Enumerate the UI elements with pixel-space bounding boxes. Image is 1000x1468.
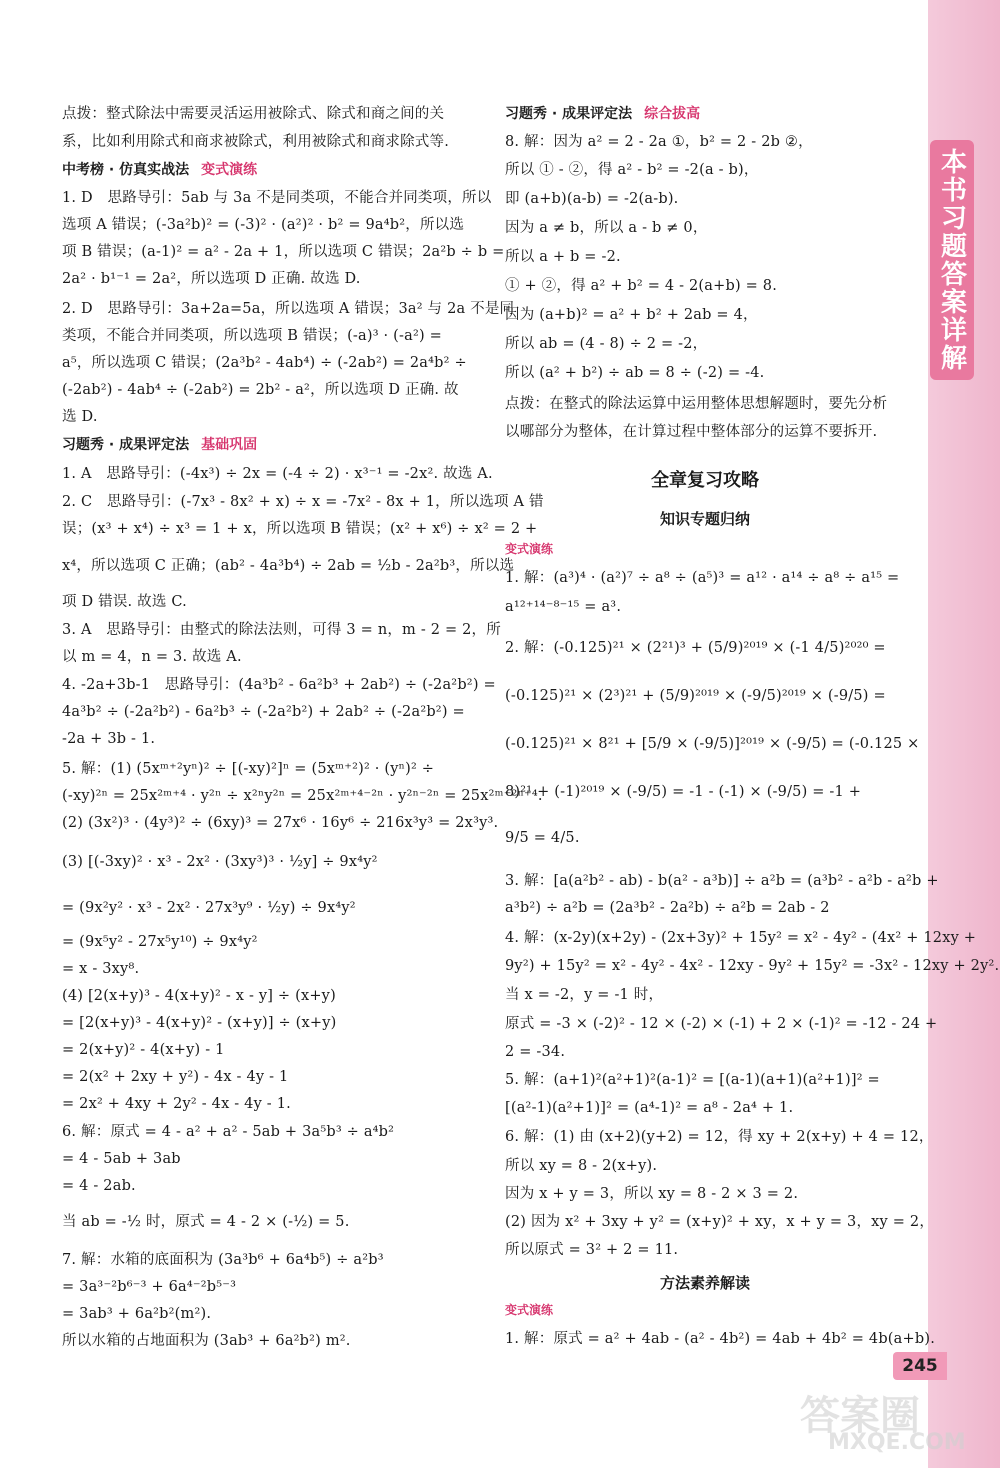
answer-line: a¹²⁺¹⁴⁻⁸⁻¹⁵ = a³. bbox=[505, 599, 622, 615]
subsection-title: 知识专题归纳 bbox=[659, 510, 750, 528]
answer-line: 所以原式 = 3² + 2 = 11. bbox=[505, 1242, 679, 1258]
answer-line: 5. 解：(1) (5xᵐ⁺²yⁿ)² ÷ [(-xy)²]ⁿ = (5xᵐ⁺²)² · (yⁿ)² ÷ bbox=[62, 761, 435, 777]
answer-line: 9/5 = 4/5. bbox=[505, 830, 580, 846]
answer-line: 即 (a+b)(a-b) = -2(a-b). bbox=[505, 191, 679, 207]
answer-line: 1. 解：原式 = a² + 4ab - (a² - 4b²) = 4ab + 4b² = 4b(a+b). bbox=[505, 1331, 935, 1347]
answer-line: -2a + 3b - 1. bbox=[62, 731, 156, 747]
answer-line: 2 = -34. bbox=[505, 1044, 566, 1060]
section-heading bbox=[62, 160, 257, 180]
answer-line: 4a³b² ÷ (-2a²b²) - 6a²b³ ÷ (-2a²b²) + 2ab² ÷ (-2a²b²) = bbox=[62, 704, 465, 720]
watermark-url: MXQE.COM bbox=[828, 1430, 966, 1455]
answer-line: = 3a³⁻²b⁶⁻³ + 6a⁴⁻²b⁵⁻³ bbox=[62, 1279, 237, 1295]
answer-line: 当 ab = -½ 时，原式 = 4 - 2 × (-½) = 5. bbox=[62, 1214, 350, 1230]
answer-line: 5. 解：(a+1)²(a²+1)²(a-1)² = [(a-1)(a+1)(a²+1)]² = bbox=[505, 1072, 880, 1088]
section-tag: 变式演练 bbox=[201, 162, 258, 178]
answer-line: 8)²¹ + (-1)²⁰¹⁹ × (-9/5) = -1 - (-1) × (-9/5) = -1 + bbox=[505, 784, 862, 800]
answer-line: = (9x⁵y² - 27x⁵y¹⁰) ÷ 9x⁴y² bbox=[62, 934, 258, 950]
section-title: 习题秀 · 成果评定法 bbox=[505, 106, 633, 122]
section-title: 中考榜 · 仿真实战法 bbox=[62, 162, 190, 178]
answer-line: (2) (3x²)³ · (4y³)² ÷ (6xy)³ = 27x⁶ · 16y⁶ ÷ 216x³y³ = 2x³y³. bbox=[62, 815, 499, 831]
answer-line: ① + ②，得 a² + b² = 4 - 2(a+b) = 8. bbox=[505, 278, 778, 294]
answer-line: = 4 - 2ab. bbox=[62, 1178, 136, 1194]
answer-line: 因为 (a+b)² = a² + b² + 2ab = 4， bbox=[505, 307, 758, 323]
answer-line: 9y²) + 15y² = x² - 4y² - 4x² - 12xy - 9y² + 15y² = -3x² - 12xy + 2y². bbox=[505, 958, 1000, 974]
tip-line: 系，比如利用除式和商求被除式，利用被除式和商求除式等. bbox=[62, 134, 450, 150]
answer-line: = (9x²y² · x³ - 2x² · 27x³y⁹ · ½y) ÷ 9x⁴y² bbox=[62, 900, 356, 916]
answer-line: 误；(x³ + x⁴) ÷ x³ = 1 + x，所以选项 B 错误；(x² + x⁶) ÷ x² = 2 + bbox=[62, 521, 538, 537]
answer-line: 以 m = 4，n = 3. 故选 A. bbox=[62, 649, 242, 665]
answer-line: 原式 = -3 × (-2)² - 12 × (-2) × (-1) + 2 × (-1)² = -12 - 24 + bbox=[505, 1016, 938, 1032]
answer-line: 选 D. bbox=[62, 409, 98, 425]
answer-line: x⁴，所以选项 C 正确；(ab² - 4a³b⁴) ÷ 2ab = ½b - 2a²b³，所以选 bbox=[62, 558, 515, 574]
answer-line: (-2ab²) - 4ab⁴ ÷ (-2ab²) = 2b² - a²，所以选项 D 正确. 故 bbox=[62, 382, 459, 398]
answer-line: 项 B 错误；(a-1)² = a² - 2a + 1，所以选项 C 错误；2a²b ÷ b = bbox=[62, 244, 505, 260]
practice-label: 变式演练 bbox=[505, 542, 554, 556]
answer-line: 4. -2a+3b-1 思路导引：(4a³b² - 6a²b³ + 2ab²) ÷ (-2a²b²) = bbox=[62, 677, 496, 693]
side-chapter-tab bbox=[930, 140, 974, 380]
answer-line: 2. D 思路导引：3a+2a=5a，所以选项 A 错误；3a² 与 2a 不是同 bbox=[62, 301, 515, 317]
section-heading bbox=[62, 435, 257, 455]
section-tag: 基础巩固 bbox=[201, 437, 258, 453]
section-heading bbox=[505, 104, 700, 124]
answer-line: 6. 解：(1) 由 (x+2)(y+2) = 12，得 xy + 2(x+y) + 4 = 12， bbox=[505, 1129, 934, 1145]
answer-line: 3. 解：[a(a²b² - ab) - b(a² - a³b)] ÷ a²b = (a³b² - a²b - a²b + bbox=[505, 873, 939, 889]
answer-line: (3) [(-3xy)² · x³ - 2x² · (3xy³)³ · ½y] ÷ 9x⁴y² bbox=[62, 854, 378, 870]
answer-line: 4. 解：(x-2y)(x+2y) - (2x+3y)² + 15y² = x² - 4y² - (4x² + 12xy + bbox=[505, 930, 977, 946]
answer-line: 所以 (a² + b²) ÷ ab = 8 ÷ (-2) = -4. bbox=[505, 365, 765, 381]
answer-line: a³b²) ÷ a²b = (2a³b² - 2a²b) ÷ a²b = 2ab - 2 bbox=[505, 900, 830, 916]
answer-line: = 2x² + 4xy + 2y² - 4x - 4y - 1. bbox=[62, 1096, 291, 1112]
answer-line: 2a² · b¹⁻¹ = 2a²，所以选项 D 正确. 故选 D. bbox=[62, 271, 361, 287]
answer-line: 2. C 思路导引：(-7x³ - 8x² + x) ÷ x = -7x² - 8x + 1，所以选项 A 错 bbox=[62, 494, 544, 510]
side-tab-label: 本书习题答案详解 bbox=[936, 148, 967, 372]
section-title: 习题秀 · 成果评定法 bbox=[62, 437, 190, 453]
answer-line: (4) [2(x+y)³ - 4(x+y)² - x - y] ÷ (x+y) bbox=[62, 988, 336, 1004]
answer-line: [(a²-1)(a²+1)]² = (a⁴-1)² = a⁸ - 2a⁴ + 1. bbox=[505, 1100, 794, 1116]
answer-line: = 3ab³ + 6a²b²(m²). bbox=[62, 1306, 212, 1322]
answer-line: = 2(x+y)² - 4(x+y) - 1 bbox=[62, 1042, 225, 1058]
answer-line: 所以 a + b = -2. bbox=[505, 249, 621, 265]
answer-line: 当 x = -2，y = -1 时， bbox=[505, 987, 664, 1003]
answer-line: 因为 a ≠ b，所以 a - b ≠ 0， bbox=[505, 220, 708, 236]
answer-line: 所以 xy = 8 - 2(x+y). bbox=[505, 1158, 658, 1174]
answer-line: (-0.125)²¹ × (2³)²¹ + (5/9)²⁰¹⁹ × (-9/5)²⁰¹⁹ × (-9/5) = bbox=[505, 688, 886, 704]
answer-line: 因为 x + y = 3，所以 xy = 8 - 2 × 3 = 2. bbox=[505, 1186, 799, 1202]
practice-label: 变式演练 bbox=[505, 1303, 554, 1317]
answer-line: = [2(x+y)³ - 4(x+y)² - (x+y)] ÷ (x+y) bbox=[62, 1015, 337, 1031]
answer-line: 6. 解：原式 = 4 - a² + a² - 5ab + 3a⁵b³ ÷ a⁴b² bbox=[62, 1124, 395, 1140]
answer-line: 所以水箱的占地面积为 (3ab³ + 6a²b²) m². bbox=[62, 1333, 351, 1349]
answer-line: 项 D 错误. 故选 C. bbox=[62, 594, 187, 610]
watermark-logo-text: 答案圈 bbox=[800, 1393, 920, 1439]
page-number: 245 bbox=[893, 1352, 947, 1380]
answer-line: 3. A 思路导引：由整式的除法法则，可得 3 = n，m - 2 = 2，所 bbox=[62, 622, 501, 638]
answer-line: = 2(x² + 2xy + y²) - 4x - 4y - 1 bbox=[62, 1069, 289, 1085]
chapter-title: 全章复习攻略 bbox=[651, 470, 759, 491]
answer-line: 1. 解：(a³)⁴ · (a²)⁷ ÷ a⁸ ÷ (a⁵)³ = a¹² · a¹⁴ ÷ a⁸ ÷ a¹⁵ = bbox=[505, 570, 900, 586]
answer-line: 1. D 思路导引：5ab 与 3a 不是同类项，不能合并同类项，所以 bbox=[62, 190, 492, 206]
answer-line: 1. A 思路导引：(-4x³) ÷ 2x = (-4 ÷ 2) · x³⁻¹ = -2x². 故选 A. bbox=[62, 466, 493, 482]
answer-line: 选项 A 错误；(-3a²b)² = (-3)² · (a²)² · b² = 9a⁴b²，所以选 bbox=[62, 217, 465, 233]
answer-line: 7. 解：水箱的底面积为 (3a³b⁶ + 6a⁴b⁵) ÷ a²b³ bbox=[62, 1252, 384, 1268]
tip-line: 点拨：在整式的除法运算中运用整体思想解题时，要先分析 bbox=[505, 396, 888, 412]
answer-line: 8. 解：因为 a² = 2 - 2a ①，b² = 2 - 2b ②， bbox=[505, 134, 813, 150]
answer-line: 所以 ① - ②，得 a² - b² = -2(a - b)， bbox=[505, 162, 759, 178]
answer-line: 所以 ab = (4 - 8) ÷ 2 = -2， bbox=[505, 336, 708, 352]
section-tag: 综合拔高 bbox=[644, 106, 701, 122]
answer-line: = x - 3xy⁸. bbox=[62, 961, 140, 977]
answer-line: (-xy)²ⁿ = 25x²ᵐ⁺⁴ · y²ⁿ ÷ x²ⁿy²ⁿ = 25x²ᵐ⁺⁴⁻²ⁿ · y²ⁿ⁻²ⁿ = 25x²ᵐ⁻²ⁿ⁺⁴. bbox=[62, 788, 543, 804]
tip-line: 点拨：整式除法中需要灵活运用被除式、除式和商之间的关 bbox=[62, 106, 445, 122]
answer-line: = 4 - 5ab + 3ab bbox=[62, 1151, 181, 1167]
answer-line: a⁵，所以选项 C 错误；(2a³b² - 4ab⁴) ÷ (-2ab²) = 2a⁴b² ÷ bbox=[62, 355, 467, 371]
answer-line: (2) 因为 x² + 3xy + y² = (x+y)² + xy，x + y = 3，xy = 2， bbox=[505, 1214, 935, 1230]
subsection-title: 方法素养解读 bbox=[659, 1274, 750, 1292]
answer-line: 类项，不能合并同类项，所以选项 B 错误；(-a)³ · (-a²) = bbox=[62, 328, 442, 344]
answer-line: 2. 解：(-0.125)²¹ × (2²¹)³ + (5/9)²⁰¹⁹ × (-1 4/5)²⁰²⁰ = bbox=[505, 640, 886, 656]
tip-line: 以哪部分为整体，在计算过程中整体部分的运算不要拆开. bbox=[505, 424, 878, 440]
answer-line: (-0.125)²¹ × 8²¹ + [5/9 × (-9/5)]²⁰¹⁹ × (-9/5) = (-0.125 × bbox=[505, 736, 920, 752]
